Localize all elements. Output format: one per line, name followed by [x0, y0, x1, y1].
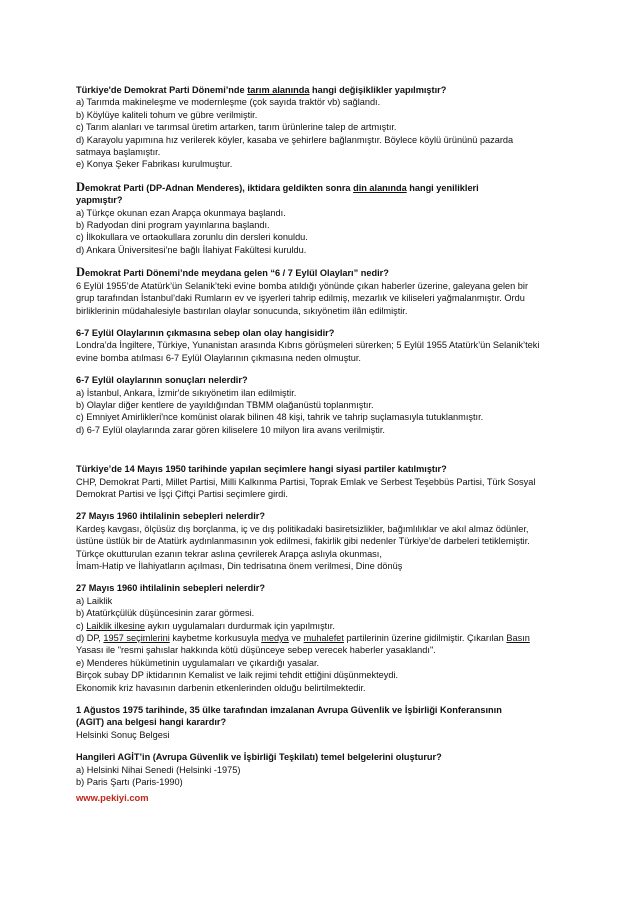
a-text: partilerinin üzerine gidilmiştir. Çıkarılan [343, 633, 507, 644]
answer-line: Ekonomik kriz havasının darbenin etkenlerinden olduğu belirtilmektedir. [76, 682, 366, 693]
answer-line: d) Karayolu yapımına hız verilerek köyler, kasaba ve şehirlere bağlanmıştır. Böylece köylü ürününü pazarda [76, 134, 514, 145]
answer-line: a) Tarımda makineleşme ve modernleşme (çok sayıda traktör vb) sağlandı. [76, 97, 381, 108]
q-underline: tarım alanında [247, 85, 310, 95]
answer-line: e) Menderes hükümetinin uygulamaları ve çıkardığı yasalar. [76, 657, 320, 668]
q-text: hangi yenilikleri [406, 182, 479, 193]
answer-line: Helsinki Sonuç Belgesi [76, 729, 170, 740]
answer-line: evine bomba atılması 6-7 Eylül Olaylarının çıkmasına neden olmuştur. [76, 352, 361, 363]
question-agit-line1: 1 Ağustos 1975 tarihinde, 35 ülke tarafından imzalanan Avrupa Güvenlik ve İşbirliği Konferansının [76, 705, 502, 716]
section-tarim [76, 84, 571, 171]
a-text: c) [76, 620, 87, 631]
answer-line: CHP, Demokrat Parti, Millet Partisi, Milli Kalkınma Partisi, Toprak Emlak ve Serbest Teşebbüs Partisi, Türk Sosyal [76, 476, 536, 487]
question-din-line2: yapmıştır? [76, 195, 123, 206]
a-text: d) DP, [76, 633, 104, 644]
answer-line: b) Olaylar diğer kentlere de yayıldığından TBMM olağanüstü toplanmıştır. [76, 399, 374, 410]
answer-line: grup tarafından İstanbul’daki Rumların ev ve işyerleri tahrip edilmiş, mezarlık ve kiliseleri yağmalanmıştır. Ordu [76, 293, 525, 304]
question-1960-sebepler: 27 Mayıs 1960 ihtilalinin sebepleri nelerdir? [76, 583, 265, 594]
question-6-7-eylul [76, 266, 571, 279]
answer-line: d) 6-7 Eylül olaylarında zarar gören kiliselere 10 milyon lira avans verilmiştir. [76, 424, 385, 435]
answer-line: b) Radyodan dini program yayınlarına başlandı. [76, 220, 270, 231]
a-underline: muhalefet [303, 633, 344, 644]
section-sebep-olay [76, 327, 571, 364]
answer-line: Kardeş kavgası, ölçüsüz dış borçlanma, iç ve dış politikadaki basiretsizlikler, bağımlılıklar ve akıl almaz ödünler, [76, 523, 529, 534]
q-text: hangi değişiklikler yapılmıştır? [309, 85, 447, 95]
answer-line: Londra’da İngiltere, Türkiye, Yunanistan arasında Kıbrıs görüşmeleri sürerken; 5 Eylül 1955 Atatürk’ün Selanik’teki [76, 340, 540, 351]
answer-line [76, 620, 571, 632]
answer-line: b) Köylüye kaliteli tohum ve gübre verilmiştir. [76, 109, 258, 120]
answer-line: üstüne üstlük bir de Atatürk aydınlanmasının yok edilmesi, fakirlik gibi nedenler Türkiye’de darbeleri tetiklemiştir. [76, 536, 530, 547]
a-underline: Basın [506, 633, 530, 644]
section-6-7-eylul [76, 266, 571, 317]
answer-line: a) İstanbul, Ankara, İzmir'de sıkıyönetim ilan edilmiştir. [76, 387, 297, 398]
answer-line: b) Paris Şartı (Paris-1990) [76, 777, 183, 788]
section-1950-secim [76, 463, 571, 500]
answer-line: Türkçe okutturulan ezanın tekrar aslına çevrilerek Arapça aslıyla okunması, [76, 548, 382, 559]
a-underline: 1957 seçimlerini [103, 633, 170, 644]
section-agit-belgeler [76, 751, 571, 788]
answer-line: d) Ankara Üniversitesi’ne bağlı İlahiyat Fakültesi kuruldu. [76, 244, 307, 255]
answer-line: birliklerinin müdahalesiyle bastırılan olaylar sonucunda, sıkıyönetim ilân edilmiştir. [76, 305, 408, 316]
a-text: aykırı uygulamaları durdurmak için yapılmıştır. [144, 620, 335, 631]
answer-line: b) Atatürkçülük düşüncesinin zarar görmesi. [76, 608, 255, 619]
a-underline: Laiklik ilkesine [86, 620, 145, 631]
answer-line: c) Tarım alanları ve tarımsal üretim artarken, tarım ürünlerine talep de artmıştır. [76, 122, 397, 133]
answer-line: İmam-Hatip ve İlahiyatların açılması, Din tedrisatına önem verilmesi, Dine dönüş [76, 561, 403, 571]
question-1950-secim: Türkiye’de 14 Mayıs 1950 tarihinde yapılan seçimlere hangi siyasi partiler katılmıştır? [76, 464, 447, 475]
question-tarim [76, 84, 571, 96]
question-sonuclar: 6-7 Eylül olaylarının sonuçları nelerdir? [76, 375, 248, 386]
answer-line: Demokrat Partisi ve İşçi Çiftçi Partisi seçimlere girdi. [76, 488, 288, 499]
answer-line: a) Helsinki Nihai Senedi (Helsinki -1975) [76, 764, 241, 775]
answer-line [76, 632, 571, 644]
a-underline: medya [261, 633, 289, 644]
answer-line: e) Konya Şeker Fabrikası kurulmuştur. [76, 159, 233, 170]
question-sebep-olay: 6-7 Eylül Olaylarının çıkmasına sebep olan olay hangisidir? [76, 327, 335, 338]
answer-line: 6 Eylül 1955’de Atatürk’ün Selanik’teki evine bomba atıldığı yönünde çıkan haberler üzerine, galeyana gelen bir [76, 280, 529, 291]
initial-letter: D [76, 179, 86, 194]
answer-line: Birçok subay DP iktidarının Kemalist ve laik rejimi tehdit ettiğini düşünmekteydi. [76, 670, 399, 681]
question-agit-belgeler: Hangileri AGİT’in (Avrupa Güvenlik ve İşbirliği Teşkilatı) temel belgelerini oluşturur? [76, 752, 442, 763]
footer-site-link[interactable]: www.pekiyi.com [76, 791, 149, 803]
section-agit-1975 [76, 704, 571, 741]
document-page [76, 84, 571, 803]
a-text: kaybetme korkusuyla [169, 633, 262, 644]
q-text: emokrat Parti Dönemi’nde meydana gelen “6 / 7 Eylül Olayları” nedir? [85, 268, 389, 279]
answer-line: a) Türkçe okunan ezan Arapça okunmaya başlandı. [76, 207, 286, 218]
question-agit-line2: (AGIT) ana belgesi hangi karardır? [76, 717, 227, 728]
question-1960-sebepler: 27 Mayıs 1960 ihtilalinin sebepleri nelerdir? [76, 511, 265, 522]
answer-line: c) İlkokullara ve ortaokullara zorunlu din dersleri konuldu. [76, 232, 308, 243]
q-text: emokrat Parti (DP-Adnan Menderes), iktidara geldikten sonra [85, 182, 354, 193]
section-din [76, 181, 571, 256]
answer-line: Yasası ile "resmi şahıslar hakkında kötü düşünceye sebep verecek haberler yasaklandı". [76, 645, 436, 656]
question-din [76, 181, 571, 194]
section-1960-sebepler-2 [76, 582, 571, 694]
a-text: ve [288, 633, 304, 644]
section-1960-sebepler-1 [76, 510, 571, 572]
q-underline: din alanında [353, 182, 407, 193]
section-sonuclar [76, 374, 571, 436]
q-text: Türkiye'de Demokrat Parti Dönemi’nde [76, 85, 248, 95]
initial-letter: D [76, 265, 86, 280]
answer-line: a) Laiklik [76, 595, 113, 606]
answer-line: c) Emniyet Amirlikleri'nce komünist olarak bilinen 48 kişi, tahrik ve tahrip suçlamasıyla tutuklanmıştır. [76, 412, 484, 423]
answer-line: satmaya başlamıştır. [76, 147, 161, 158]
